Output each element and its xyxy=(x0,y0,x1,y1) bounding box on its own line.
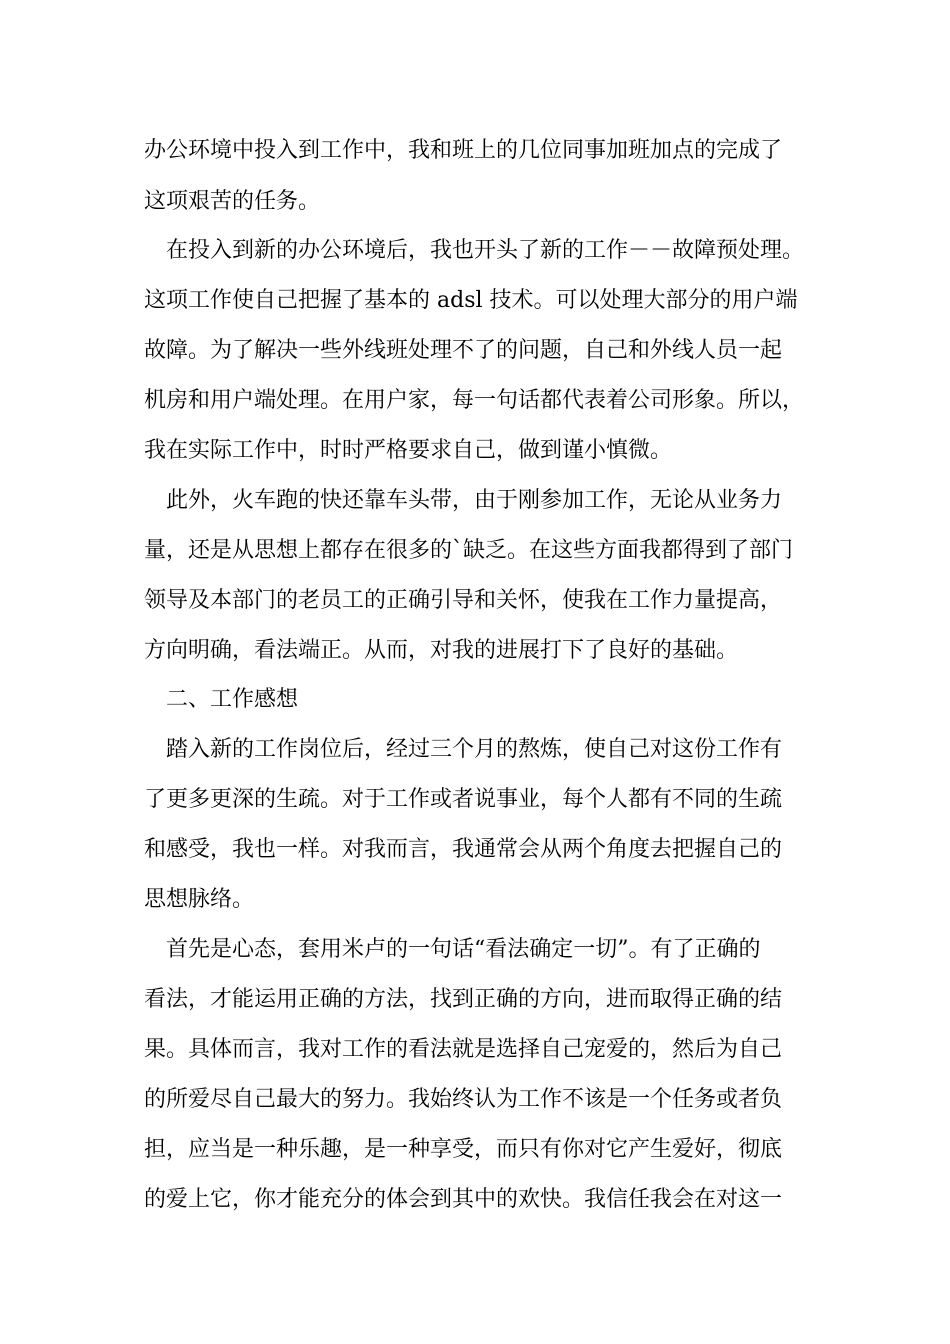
text-line-22: 的爱上它，你才能充分的体会到其中的欢快。我信任我会在对这一 xyxy=(144,1187,783,1212)
section-heading: 二、工作感想 xyxy=(166,687,299,712)
text-line-16: 思想脉络。 xyxy=(144,887,255,912)
text-line-17: 首先是心态，套用米卢的一句话“看法确定一切”。有了正确的 xyxy=(166,937,761,962)
text-line-5: 故障。为了解决一些外线班处理不了的问题，自己和外线人员一起 xyxy=(144,338,783,363)
text-line-18: 看法，才能运用正确的方法，找到正确的方向，进而取得正确的结 xyxy=(144,987,783,1012)
text-line-4: 这项工作使自己把握了基本的 adsl 技术。可以处理大部分的用户端 xyxy=(144,288,798,313)
text-line-21: 担，应当是一种乐趣，是一种享受，而只有你对它产生爱好，彻底 xyxy=(144,1137,783,1162)
text-line-10: 领导及本部门的老员工的正确引导和关怀，使我在工作力量提高， xyxy=(144,588,783,613)
text-line-13: 踏入新的工作岗位后，经过三个月的熬炼，使自己对这份工作有 xyxy=(166,737,783,762)
text-line-20: 的所爱尽自己最大的努力。我始终认为工作不该是一个任务或者负 xyxy=(144,1087,783,1112)
text-line-14: 了更多更深的生疏。对于工作或者说事业，每个人都有不同的生疏 xyxy=(144,787,783,812)
text-line-9: 量，还是从思想上都存在很多的`缺乏。在这些方面我都得到了部门 xyxy=(144,538,794,563)
text-line-11: 方向明确，看法端正。从而，对我的进展打下了良好的基础。 xyxy=(144,638,739,663)
text-line-3: 在投入到新的办公环境后，我也开头了新的工作－－故障预处理。 xyxy=(166,238,805,263)
text-line-8: 此外，火车跑的快还靠车头带，由于刚参加工作，无论从业务力 xyxy=(166,488,783,513)
text-line-6: 机房和用户端处理。在用户家，每一句话都代表着公司形象。所以， xyxy=(144,388,805,413)
text-line-7: 我在实际工作中，时时严格要求自己，做到谨小慎微。 xyxy=(144,438,673,463)
text-line-15: 和感受，我也一样。对我而言，我通常会从两个角度去把握自己的 xyxy=(144,837,783,862)
text-line-2: 这项艰苦的任务。 xyxy=(144,189,321,214)
text-line-1: 办公环境中投入到工作中，我和班上的几位同事加班加点的完成了 xyxy=(144,138,783,163)
text-line-19: 果。具体而言，我对工作的看法就是选择自己宠爱的，然后为自己 xyxy=(144,1037,783,1062)
